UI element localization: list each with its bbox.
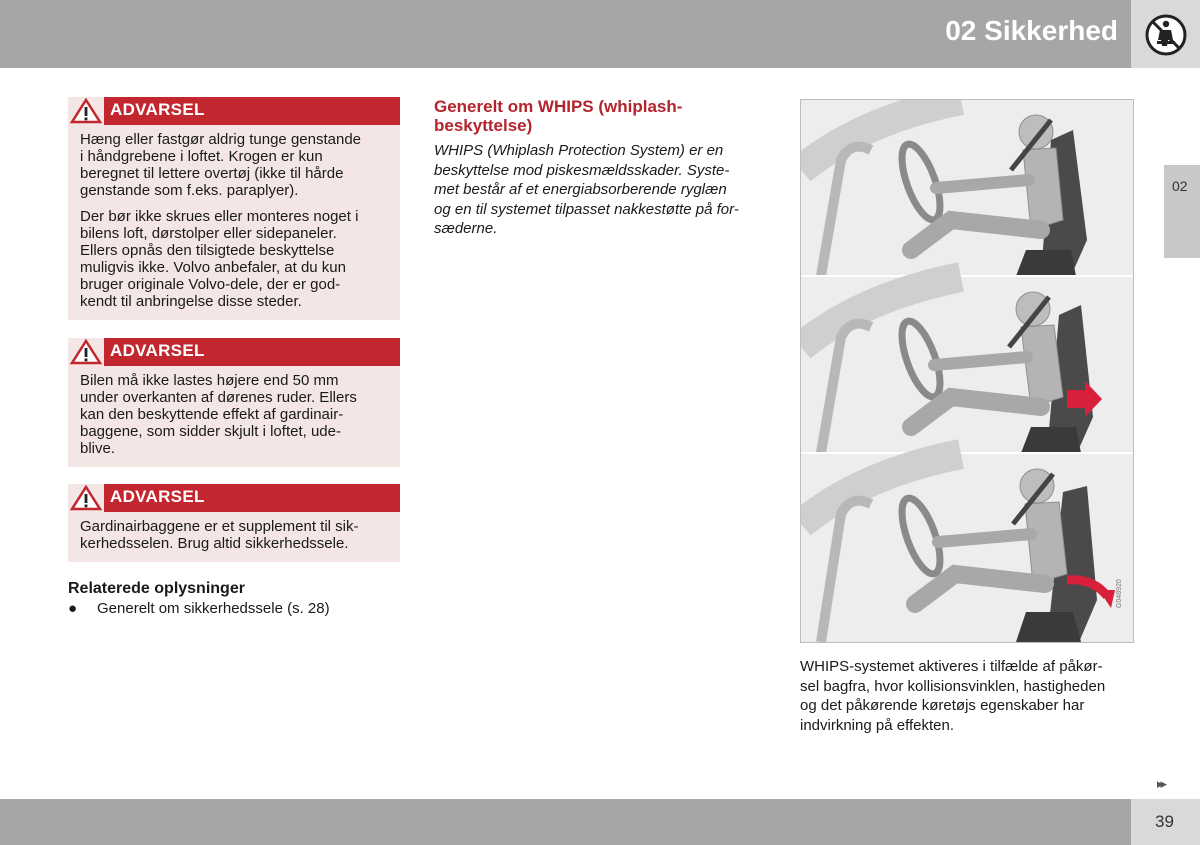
related-info-item[interactable] [68, 600, 330, 617]
warning-paragraph: Bilen må ikke lastes højere end 50 mm under overkanten af dørenes ruder. Ellers kan den beskyttende effekt af gardinair- baggene, som sidder skjult i loftet, ude- blive. [80, 372, 357, 457]
warning-triangle-icon [68, 97, 104, 125]
warning-header [68, 97, 400, 125]
warning-box-3 [68, 484, 400, 562]
warning-box-2 [68, 338, 400, 467]
bullet-icon: ● [68, 600, 78, 617]
related-info-title: Relaterede oplysninger [68, 580, 245, 597]
page-header [0, 0, 1200, 68]
chapter-title: 02 Sikkerhed [945, 15, 1118, 46]
chapter-side-tab-label: 02 [1172, 178, 1188, 194]
warning-title: ADVARSEL [110, 341, 205, 360]
warning-body [68, 366, 400, 467]
warning-paragraph: Der bør ikke skrues eller monteres noget i bilens loft, dørstolper eller sidepaneler. Ellers opnås den tilsigtede beskyttelse muligvis ikke. Volvo anbefaler, at du kun bruger originale Volvo-dele, der er god- kendt til anbringelse disse steder. [80, 208, 359, 310]
warning-body [68, 125, 400, 320]
page-footer [0, 799, 1200, 845]
page-number: 39 [1155, 812, 1174, 831]
related-info-link[interactable]: Generelt om sikkerhedssele (s. 28) [97, 600, 330, 617]
chapter-icon-box [1131, 0, 1200, 68]
section-heading: Generelt om WHIPS (whiplash- beskyttelse) [434, 97, 683, 135]
warning-title: ADVARSEL [110, 100, 205, 119]
double-chevron-right-icon[interactable]: ▸▸ [1157, 776, 1165, 791]
whips-panel-impact [801, 277, 1133, 453]
figure-caption: WHIPS-systemet aktiveres i tilfælde af påkør- sel bagfra, hvor kollisionsvinklen, hastigheden og det påkørende køretøjs egenskaber har indvirkning på effekten. [800, 658, 1106, 734]
chapter-side-tab[interactable] [1164, 165, 1200, 258]
whips-panel-recline [801, 454, 1133, 642]
page-number-box [1131, 799, 1200, 845]
section-intro: WHIPS (Whiplash Protection System) er en beskyttelse mod piskesmældsskader. Syste- met består af et energiabsorberende ryglæn og en til systemet tilpasset nakkestøtte på for- sæderne. [434, 142, 739, 237]
warning-paragraph: Gardinairbaggene er et supplement til sik- kerhedsselen. Brug altid sikkerhedssele. [80, 518, 359, 552]
warning-triangle-icon [68, 484, 104, 512]
warning-title: ADVARSEL [110, 487, 205, 506]
whips-illustration [800, 99, 1134, 643]
no-seat-belt-icon [1144, 13, 1188, 57]
whips-illustration-drawing [801, 100, 1133, 642]
warning-header [68, 338, 400, 366]
warning-box-1 [68, 97, 400, 320]
figure-code: G048920 [1116, 579, 1123, 608]
warning-header [68, 484, 400, 512]
whips-panel-normal [801, 100, 1133, 276]
warning-triangle-icon [68, 338, 104, 366]
warning-body [68, 512, 400, 562]
warning-paragraph: Hæng eller fastgør aldrig tunge genstande i håndgrebene i loftet. Krogen er kun beregnet til lettere overtøj (ikke til hårde genstande som f.eks. paraplyer). [80, 131, 362, 199]
